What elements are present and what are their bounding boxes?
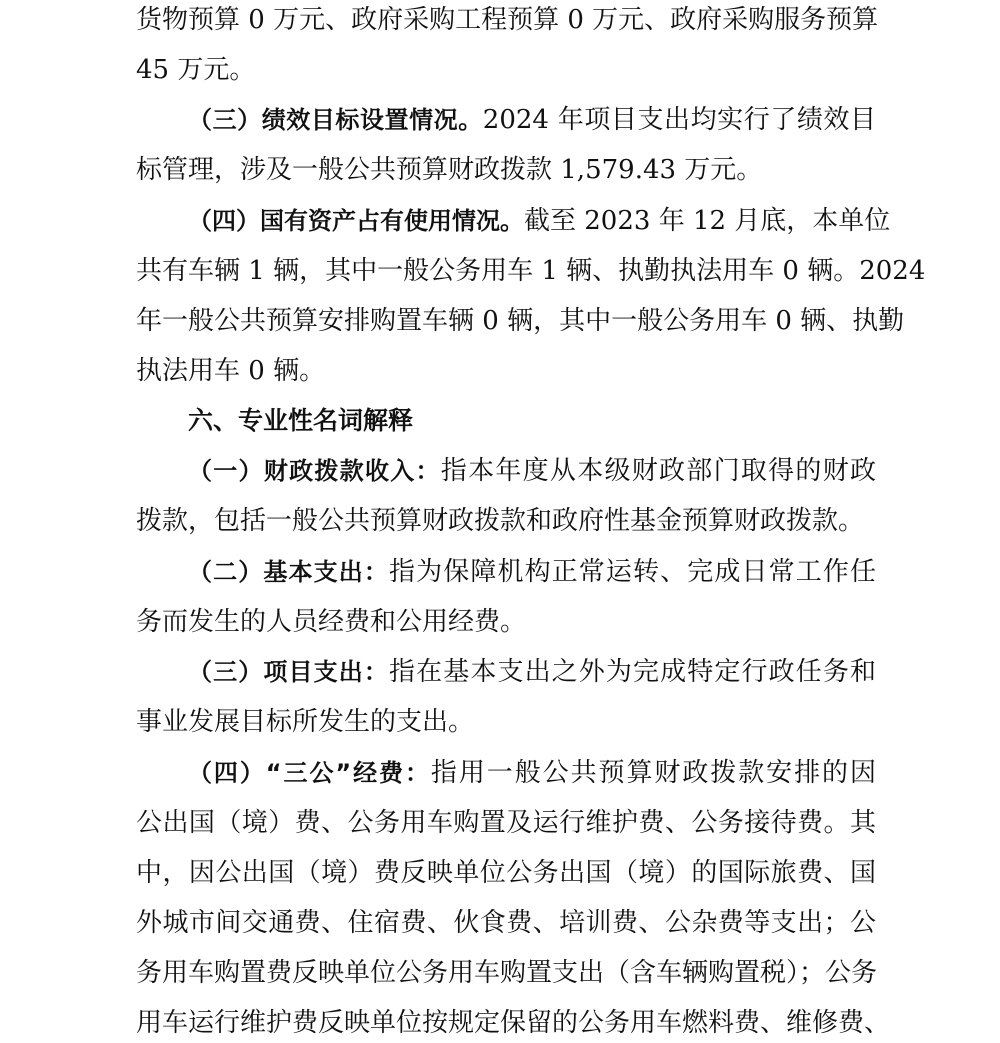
text-line: 共有车辆 1 辆，其中一般公务用车 1 辆、执勤执法用车 0 辆。2024 [136, 256, 926, 286]
term-label: （二）基本支出： [188, 558, 389, 586]
paragraph-first-line [188, 554, 876, 604]
text-line: 拨款，包括一般公共预算财政拨款和政府性基金预算财政拨款。 [136, 506, 865, 536]
text-line: 务而发生的人员经费和公用经费。 [136, 607, 527, 637]
text-line: 用车运行维护费反映单位按规定保留的公务用车燃料费、维修费、 [136, 1008, 891, 1038]
text-line: 事业发展目标所发生的支出。 [136, 707, 475, 737]
text-run: 指为保障机构正常运转、完成日常工作任 [388, 557, 876, 587]
text-run: 截至 2023 年 12 月底，本单位 [524, 206, 891, 236]
term-label: （一）财政拨款收入： [188, 457, 441, 485]
subsection-heading: （三）绩效目标设置情况。 [188, 106, 483, 134]
text-line: 货物预算 0 万元、政府采购工程预算 0 万元、政府采购服务预算 [136, 5, 879, 35]
section-heading: 六、专业性名词解释 [188, 406, 414, 435]
term-label: （四）“三公”经费： [188, 759, 431, 787]
text-line: 年一般公共预算安排购置车辆 0 辆，其中一般公务用车 0 辆、执勤 [136, 306, 905, 336]
text-line: 执法用车 0 辆。 [136, 356, 326, 386]
text-run: 2024 年项目支出均实行了绩效目 [482, 105, 876, 135]
paragraph-first-line [188, 203, 891, 253]
text-line: 标管理，涉及一般公共预算财政拨款 1,579.43 万元。 [136, 155, 763, 185]
text-run: 指本年度从本级财政部门取得的财政 [440, 456, 876, 486]
text-run: 指在基本支出之外为完成特定行政任务和 [388, 657, 876, 687]
text-run: 指用一般公共预算财政拨款安排的因 [430, 758, 876, 788]
text-line: 外城市间交通费、住宿费、伙食费、培训费、公杂费等支出；公 [136, 908, 876, 938]
paragraph-first-line [188, 654, 876, 704]
text-line: 45 万元。 [136, 55, 256, 85]
text-line: 中，因公出国（境）费反映单位公务出国（境）的国际旅费、国 [136, 858, 876, 888]
paragraph-first-line [188, 102, 876, 152]
paragraph-first-line [188, 453, 876, 503]
term-label: （三）项目支出： [188, 658, 389, 686]
text-line: 公出国（境）费、公务用车购置及运行维护费、公务接待费。其 [136, 808, 876, 838]
text-line: 务用车购置费反映单位公务用车购置支出（含车辆购置税）；公务 [136, 958, 878, 988]
subsection-heading: （四）国有资产占有使用情况。 [188, 207, 524, 235]
paragraph-first-line [188, 755, 876, 805]
